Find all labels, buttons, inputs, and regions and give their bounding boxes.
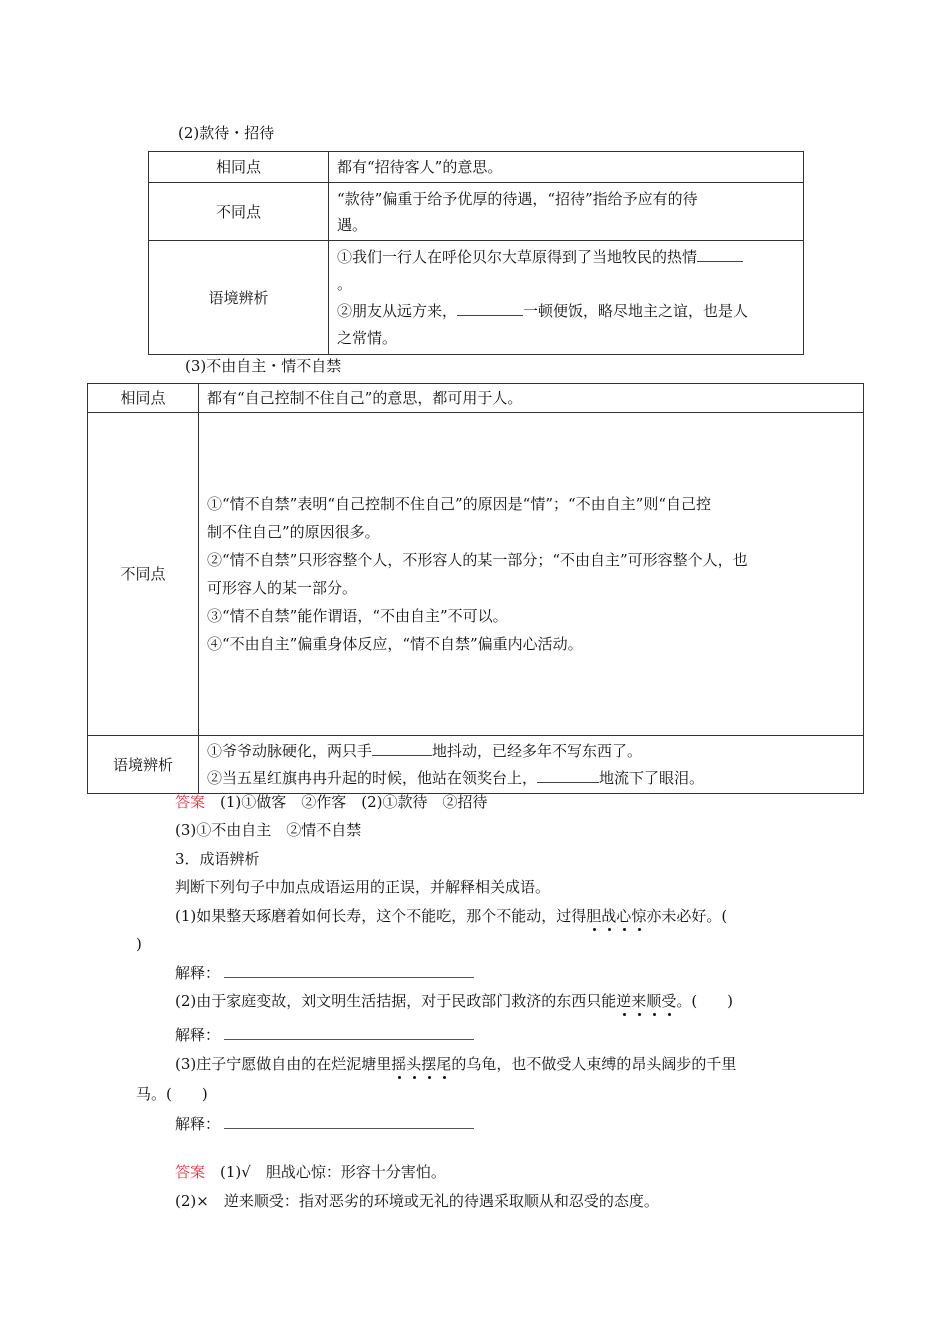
dotted-idiom: 逆来顺受 [616,992,677,1010]
ctx-text: ①我们一行人在呼伦贝尔大草原得到了当地牧民的热情 。 ②朋友从远方来， 一顿便饭，略尽地主之谊，也是人 之常情。 [329,241,804,355]
answer-1-line2: (3)①不由自主 ②情不自禁 [175,821,362,839]
section-2-heading: (2)款待・招待 [178,124,275,142]
same-text: 都有“自己控制不住自己”的意思，都可用于人。 [199,384,864,413]
answer-label: 答案 [175,1163,206,1181]
answer-input-line[interactable] [224,1114,474,1129]
fill-blank[interactable] [697,247,743,262]
ctx-label: 语境辨析 [149,241,329,355]
table-row-diff [149,183,804,241]
diff-label: 不同点 [149,183,329,241]
answer-input-line[interactable] [224,1025,474,1040]
fill-blank[interactable] [372,741,432,756]
q3-sentence-2: (2)由于家庭变故，刘文明生活拮据，对于民政部门救济的东西只能逆来顺受。( ) [175,992,734,1010]
explain-1: 解释： [175,963,474,983]
dotted-idiom: 胆战心惊 [586,907,647,925]
section-3-heading: (3)不由自主・情不自禁 [185,357,342,375]
same-text: 都有“招待客人”的意思。 [329,152,804,183]
q3-sentence-3-cont: 马。( ) [136,1085,208,1103]
ctx-label: 语境辨析 [88,736,199,794]
diff-text: ①“情不自禁”表明“自己控制不住自己”的原因是“情”；“不由自主”则“自己控 制不住自己”的原因很多。 ②“情不自禁”只形容整个人，不形容人的某一部分；“不由自主”可形容整个人，也 可形容人的某一部分。 ③“情不自禁”能作谓语，“不由自主”不可以。 ④“不由自主”偏重身体反应，“情不自禁”偏重内心活动。 [199,413,864,736]
q3-title: 3．成语辨析 [175,850,260,868]
q3-sentence-1: (1)如果整天琢磨着如何长寿，这个不能吃，那个不能动，过得胆战心惊亦未必好。( [175,907,728,925]
diff-text: “款待”偏重于给予优厚的待遇，“招待”指给予应有的待 遇。 [329,183,804,241]
ctx-text: ①爷爷动脉硬化，两只手 地抖动，已经多年不写东西了。 ②当五星红旗冉冉升起的时候，他站在领奖台上， 地流下了眼泪。 [199,736,864,794]
same-label: 相同点 [149,152,329,183]
fill-blank[interactable] [537,768,599,783]
table-row-context [149,241,804,355]
answer-input-line[interactable] [224,963,474,978]
table-row-diff [88,413,864,736]
table-row-same [149,152,804,183]
q3-sentence-1-close: ) [136,935,142,953]
explain-3: 解释： [175,1114,474,1134]
dotted-idiom: 摇头摆尾 [391,1055,452,1073]
table-buyouzizhu-qingbuzijin [87,383,864,794]
q3-instruction: 判断下列句子中加点成语运用的正误，并解释相关成语。 [175,878,551,896]
table-row-context [88,736,864,794]
answer-1-line1: 答案 (1)①做客 ②作客 (2)①款待 ②招待 [175,793,488,811]
answer-2-line1: 答案 (1)√ 胆战心惊：形容十分害怕。 [175,1163,446,1181]
q3-sentence-3: (3)庄子宁愿做自由的在烂泥塘里摇头摆尾的乌龟，也不做受人束缚的昂头阔步的千里 [175,1055,737,1073]
fill-blank[interactable] [457,301,523,316]
same-label: 相同点 [88,384,199,413]
answer-2-line2: (2)× 逆来顺受：指对恶劣的环境或无礼的待遇采取顺从和忍受的态度。 [175,1192,659,1210]
table-row-same [88,384,864,413]
answer-label: 答案 [175,793,206,811]
diff-label: 不同点 [88,413,199,736]
explain-2: 解释： [175,1025,474,1045]
table-kuandai-zhaodai [148,151,804,355]
